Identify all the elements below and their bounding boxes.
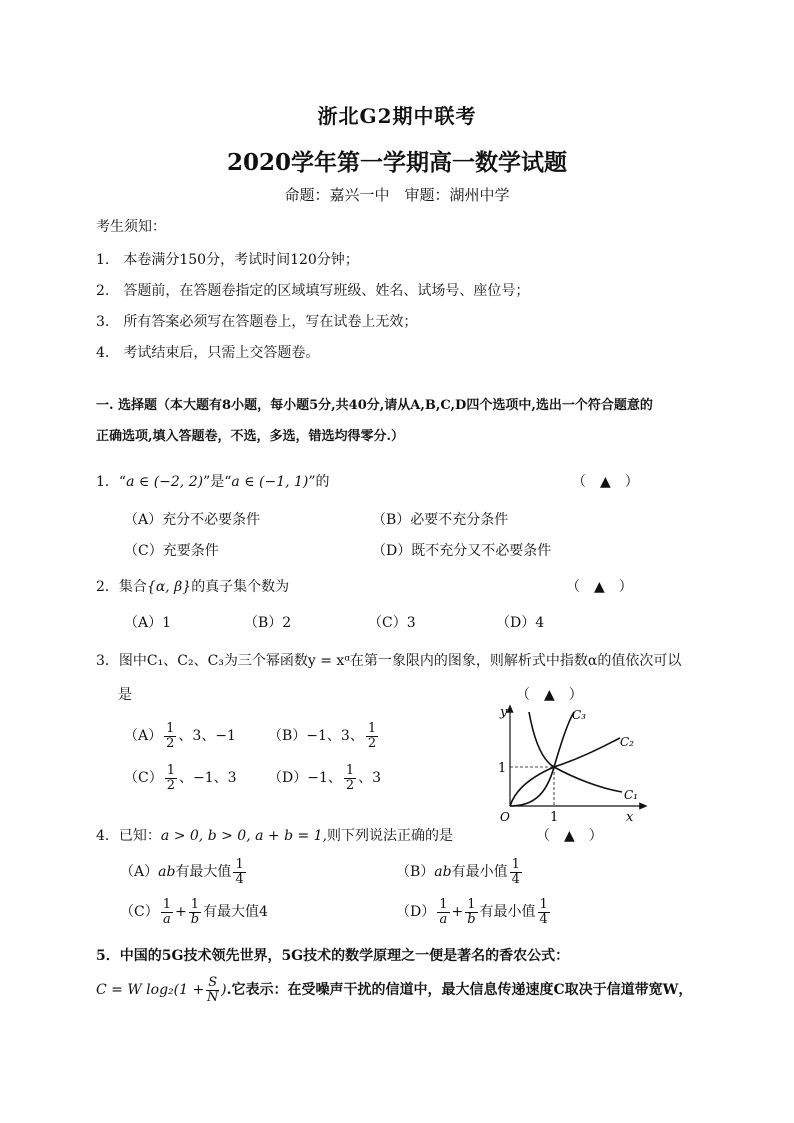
notice-heading: 考生须知： bbox=[96, 219, 166, 235]
frac-den: b bbox=[190, 911, 200, 927]
section-heading-cont: 正确选项,填入答题卷，不选，多选，错选均得零分.） bbox=[96, 429, 405, 444]
question-number: 1． bbox=[96, 474, 119, 490]
notice-item: 1. 本卷满分150分，考试时间120分钟； bbox=[96, 252, 359, 268]
y-tick-1: 1 bbox=[498, 761, 507, 776]
section-heading: 一. 选择题（本大题有8小题，每小题5分,共40分,请从A,B,C,D四个选项中,选出一个符合题意的 bbox=[96, 398, 653, 413]
frac-num: 1 bbox=[367, 721, 377, 736]
q3-text-cont: 是 bbox=[118, 687, 132, 703]
q4-text: ,则下列说法正确的是 bbox=[322, 828, 454, 844]
option-label: （D） bbox=[396, 904, 436, 921]
option-var: ab bbox=[158, 864, 176, 881]
question-1 bbox=[96, 471, 330, 491]
frac-num: 1 bbox=[539, 897, 548, 912]
q1-expr-1: a ∈ (−2, 2) bbox=[126, 474, 204, 490]
option-text: 、3 bbox=[358, 770, 382, 787]
fraction-half bbox=[344, 764, 356, 792]
frac-num: 1 bbox=[467, 897, 476, 912]
notice-item: 4. 考试结束后，只需上交答题卷。 bbox=[96, 345, 320, 361]
frac-den: 4 bbox=[235, 871, 244, 887]
power-function-graph bbox=[484, 700, 654, 828]
question-4 bbox=[96, 825, 453, 845]
q4-expr: a > 0, b > 0, a + b = 1 bbox=[160, 828, 323, 844]
frac-den: b bbox=[467, 911, 476, 927]
option-b: （B）必要不充分条件 bbox=[372, 512, 509, 528]
frac-den: N bbox=[206, 989, 219, 1005]
plus-sign: + bbox=[175, 904, 187, 921]
option-d bbox=[268, 764, 381, 792]
frac-num: 1 bbox=[235, 857, 244, 872]
answer-mark: （ ▲ ） bbox=[536, 828, 603, 844]
option-label: （B） bbox=[396, 864, 435, 881]
c1-label: C₁ bbox=[624, 788, 638, 802]
question-5: 5．中国的5G技术领先世界，5G技术的数学原理之一便是著名的香农公式： bbox=[96, 948, 570, 964]
frac-den: a bbox=[439, 911, 448, 927]
q2-expr: {α, β} bbox=[146, 579, 192, 595]
fraction-quarter bbox=[538, 898, 550, 926]
fraction-half bbox=[366, 722, 378, 750]
option-d: （D）4 bbox=[496, 615, 545, 631]
q1-expr-2: a ∈ (−1, 1) bbox=[231, 474, 309, 490]
frac-num: 1 bbox=[166, 763, 175, 778]
curve-c3 bbox=[510, 712, 574, 806]
q1-text: ”是“ bbox=[203, 474, 232, 490]
option-label: （A） bbox=[124, 728, 163, 745]
shannon-formula: C = W log₂(1 + bbox=[96, 982, 205, 999]
frac-den: 2 bbox=[367, 735, 377, 751]
exam-group-title: 浙北G2期中联考 bbox=[317, 104, 477, 128]
fraction-quarter bbox=[510, 858, 522, 886]
c2-label: C₂ bbox=[620, 735, 634, 749]
q2-text: 的真子集个数为 bbox=[191, 579, 290, 595]
q5-formula-line bbox=[96, 976, 692, 1004]
option-text: 有最小值 bbox=[479, 904, 536, 921]
question-2 bbox=[96, 576, 289, 596]
frac-num: 1 bbox=[166, 721, 175, 736]
x-axis-label: x bbox=[626, 810, 634, 825]
answer-mark: （ ▲ ） bbox=[516, 687, 583, 703]
frac-den: 2 bbox=[166, 777, 175, 793]
frac-den: 4 bbox=[539, 911, 548, 927]
frac-num: 1 bbox=[162, 897, 171, 912]
option-text: （B）−1、3、 bbox=[268, 728, 364, 745]
question-number: 2． bbox=[96, 579, 119, 595]
option-var: ab bbox=[434, 864, 452, 881]
question-number: 4． bbox=[96, 828, 119, 844]
answer-mark: （ ▲ ） bbox=[572, 474, 639, 490]
q5-text: .它表示：在受噪声干扰的信道中，最大信息传递速度C取决于信道带宽W， bbox=[226, 982, 693, 999]
notice-item: 2. 答题前，在答题卷指定的区域填写班级、姓名、试场号、座位号； bbox=[96, 283, 530, 299]
fraction-half bbox=[164, 722, 176, 750]
curve-c1 bbox=[529, 712, 622, 792]
fraction-quarter bbox=[233, 858, 245, 886]
option-a bbox=[124, 722, 236, 750]
origin-label: O bbox=[500, 810, 510, 824]
option-text: 有最小值 bbox=[451, 864, 508, 881]
notice-item: 3. 所有答案必须写在答题卷上，写在试卷上无效； bbox=[96, 314, 418, 330]
frac-num: 1 bbox=[190, 897, 200, 912]
fraction-one-over-a bbox=[437, 898, 449, 926]
question-number: 3． bbox=[96, 653, 119, 669]
frac-num: 1 bbox=[345, 763, 355, 778]
frac-num: 1 bbox=[511, 857, 520, 872]
frac-den: 4 bbox=[511, 871, 520, 887]
option-c: （C）充要条件 bbox=[124, 543, 219, 559]
fraction-half bbox=[165, 764, 177, 792]
option-label: （C） bbox=[124, 770, 163, 787]
option-c bbox=[124, 764, 237, 792]
q2-text: 集合 bbox=[118, 579, 147, 595]
q4-text: 已知： bbox=[118, 828, 161, 844]
option-c bbox=[120, 898, 268, 926]
option-a: （A）1 bbox=[124, 615, 172, 631]
option-c: （C）3 bbox=[368, 615, 416, 631]
frac-den: a bbox=[162, 911, 171, 927]
c3-label: C₃ bbox=[572, 708, 586, 722]
fraction-one-over-b bbox=[465, 898, 477, 926]
plus-sign: + bbox=[451, 904, 464, 921]
option-b: （B）2 bbox=[244, 615, 292, 631]
option-text: 、3、−1 bbox=[178, 728, 236, 745]
frac-den: 2 bbox=[345, 777, 355, 793]
frac-num: 1 bbox=[439, 897, 448, 912]
q1-text: “ bbox=[118, 474, 127, 490]
option-label: （C） bbox=[120, 904, 159, 921]
frac-den: 2 bbox=[166, 735, 175, 751]
q3-text: 图中C₁、C₂、C₃为三个幂函数y = xᵅ在第一象限内的图象，则解析式中指数α的值依次可以 bbox=[118, 653, 682, 669]
option-b bbox=[268, 722, 380, 750]
x-tick-1: 1 bbox=[550, 810, 559, 825]
option-text: （D）−1、 bbox=[268, 770, 342, 787]
fraction-s-over-n bbox=[206, 976, 219, 1004]
frac-num: S bbox=[208, 975, 218, 990]
question-3 bbox=[96, 650, 681, 670]
option-text: 有最大值4 bbox=[203, 904, 268, 921]
option-label: （A） bbox=[120, 864, 159, 881]
option-d bbox=[396, 898, 552, 926]
option-d: （D）既不充分又不必要条件 bbox=[372, 543, 552, 559]
option-a: （A）充分不必要条件 bbox=[124, 512, 261, 528]
option-text: 有最大值 bbox=[175, 864, 232, 881]
exam-authors: 命题：嘉兴一中 审题：湖州中学 bbox=[284, 186, 510, 204]
option-b bbox=[396, 858, 524, 886]
option-text: 、−1、3 bbox=[179, 770, 237, 787]
fraction-one-over-a bbox=[161, 898, 173, 926]
option-a bbox=[120, 858, 248, 886]
exam-title: 2020学年第一学期高一数学试题 bbox=[226, 149, 567, 176]
formula-close: ) bbox=[221, 982, 227, 999]
q1-text: ”的 bbox=[308, 474, 330, 490]
answer-mark: （ ▲ ） bbox=[566, 579, 633, 595]
fraction-one-over-b bbox=[189, 898, 201, 926]
y-axis-label: y bbox=[500, 705, 508, 720]
